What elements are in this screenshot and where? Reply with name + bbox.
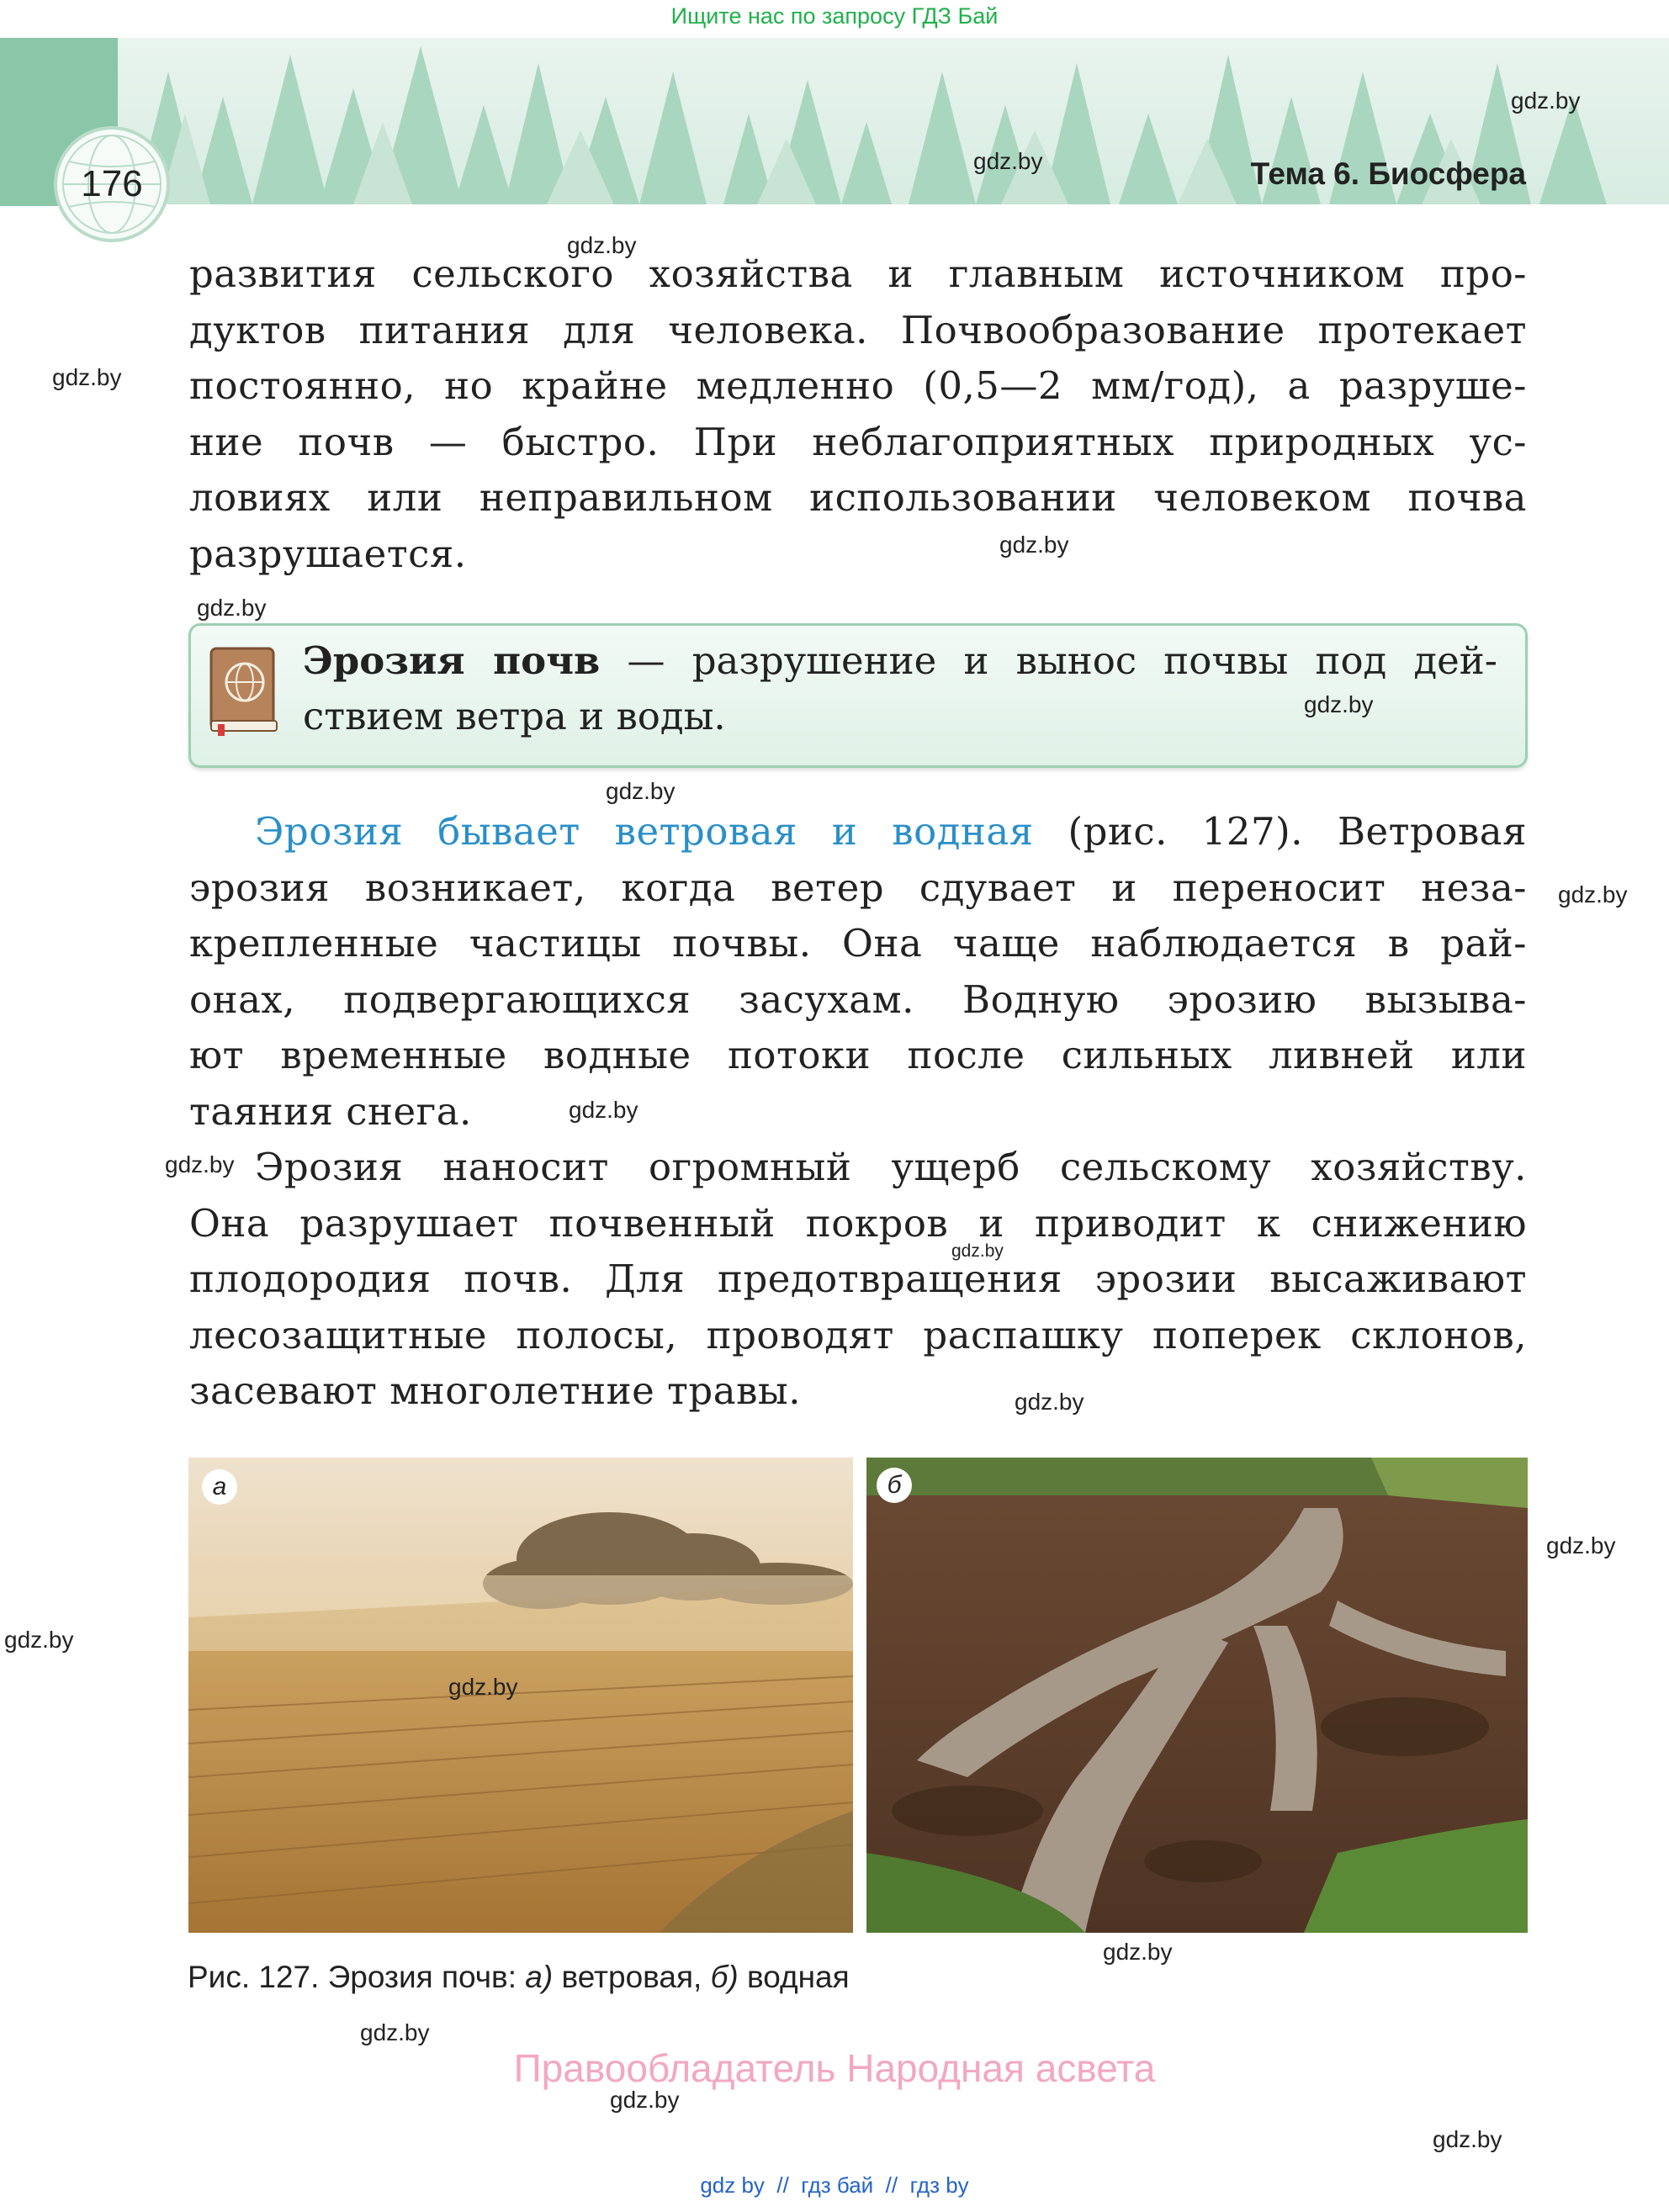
caption-prefix: Рис. 127. Эрозия почв: — [188, 1960, 526, 1994]
footer-separator: // — [885, 2172, 898, 2198]
top-search-link[interactable]: Ищите нас по запросу ГДЗ Бай — [670, 3, 999, 29]
watermark: gdz.by — [1511, 87, 1581, 114]
footer-link-gdz-by[interactable]: gdz by — [700, 2172, 765, 2198]
paragraph-erosion-damage — [189, 1140, 1527, 1420]
caption-text-b: водная — [738, 1960, 850, 1994]
photo-label-b: б — [877, 1468, 912, 1503]
copyright-notice: Правообладатель Народная асвета — [513, 2046, 1156, 2090]
page-number: 176 — [81, 163, 143, 204]
text-line: разрушается. — [189, 531, 467, 576]
watermark: gdz.by — [1015, 1389, 1084, 1415]
text-line: ют временные водные потоки после сильных ливней или — [189, 1033, 1527, 1077]
watermark: gdz.by — [1304, 691, 1374, 717]
caption-label-a: а) — [525, 1960, 554, 1994]
watermark: gdz.by — [1546, 1532, 1616, 1558]
watermark: gdz.by — [610, 2087, 680, 2113]
watermark: gdz.by — [197, 595, 267, 621]
paragraph-erosion-types — [189, 804, 1527, 1140]
watermark: gdz.by — [360, 2019, 430, 2045]
watermark: gdz.by — [973, 148, 1043, 174]
watermark: gdz.by — [999, 532, 1069, 558]
footer-links — [0, 2172, 1669, 2199]
watermark: gdz.by — [1433, 2126, 1502, 2152]
watermark: gdz.by — [1103, 1939, 1173, 1965]
footer-separator: // — [776, 2172, 789, 2198]
definition-line1: — разрушение и вынос почвы под дей- — [600, 638, 1497, 683]
text-line: развития сельского хозяйства и главным источником про- — [189, 251, 1527, 296]
definition-line2: ствием ветра и воды. — [303, 694, 726, 738]
text-line: ние почв — быстро. При неблагоприятных природных ус- — [189, 419, 1527, 464]
paragraph-soil-formation — [189, 246, 1527, 582]
text-line: дуктов питания для человека. Почвообразование протекает — [189, 307, 1527, 352]
text-line: постоянно, но крайне медленно (0,5—2 мм/год), а разруше- — [189, 363, 1527, 408]
photo-label-a: а — [202, 1469, 237, 1505]
text-line: ловиях или неправильном использовании человеком почва — [189, 475, 1527, 520]
text-line: онах, подвергающихся засухам. Водную эрозию вызыва- — [189, 976, 1527, 1022]
text-line: лесозащитные полосы, проводят распашку поперек склонов, — [189, 1312, 1527, 1357]
footer-link-gdz-bay[interactable]: гдз бай — [801, 2172, 874, 2198]
caption-label-b: б) — [710, 1960, 739, 1994]
watermark: gdz.by — [606, 778, 676, 804]
watermark: gdz.by — [951, 1241, 1004, 1261]
text-line: плодородия почв. Для предотвращения эрозии высаживают — [189, 1257, 1527, 1301]
highlight-erosion-types: Эрозия бывает ветровая и водная — [255, 809, 1034, 854]
text-line: Эрозия наносит огромный ущерб сельскому хозяйству. — [255, 1145, 1527, 1189]
text-fragment: (рис. 127). Ветровая — [1033, 809, 1527, 854]
watermark: gdz.by — [52, 364, 122, 390]
watermark: gdz.by — [1558, 881, 1628, 908]
watermark: gdz.by — [448, 1674, 518, 1700]
watermark: gdz.by — [4, 1627, 74, 1653]
watermark: gdz.by — [569, 1097, 638, 1123]
page-number-badge — [54, 126, 170, 242]
definition-text — [303, 633, 1497, 744]
text-line: крепленные частицы почвы. Она чаще наблюдается в рай- — [189, 921, 1527, 966]
caption-text-a: ветровая, — [553, 1960, 711, 1994]
book-globe-icon — [206, 642, 280, 738]
text-line: эрозия возникает, когда ветер сдувает и переносит неза- — [189, 865, 1527, 910]
definition-term: Эрозия почв — [303, 638, 601, 683]
figure-caption — [188, 1960, 850, 1995]
watermark: gdz.by — [567, 232, 637, 258]
photo-water-erosion — [866, 1458, 1528, 1933]
watermark: gdz.by — [165, 1151, 235, 1177]
text-line: Она разрушает почвенный покров и приводит к снижению — [189, 1200, 1527, 1246]
topic-title: Тема 6. Биосфера — [1250, 156, 1526, 191]
photo-wind-erosion — [188, 1458, 853, 1933]
text-line: засевают многолетние травы. — [189, 1368, 802, 1413]
footer-link-gdz-by-cyr[interactable]: гдз by — [909, 2172, 969, 2198]
text-line: таяния снега. — [189, 1088, 472, 1134]
